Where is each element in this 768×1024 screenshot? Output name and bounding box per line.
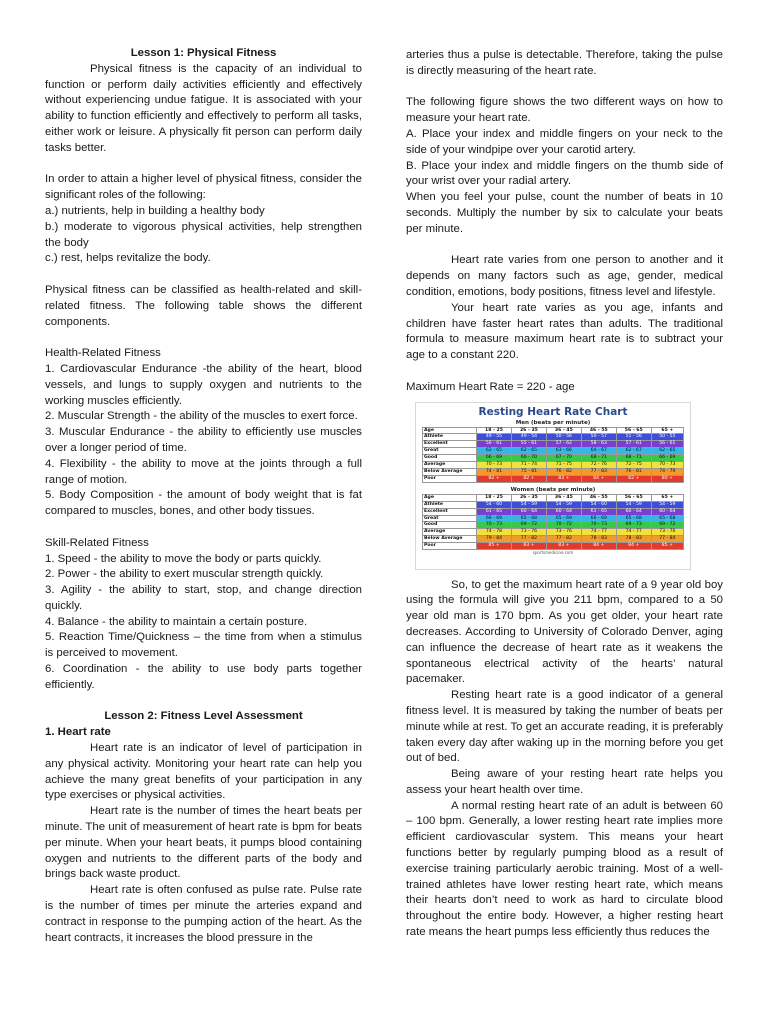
heart-rate-cell: 57 - 61	[616, 441, 651, 448]
heart-rate-cell: 65 - 68	[511, 515, 546, 522]
table-row	[423, 501, 684, 508]
heart-rate-cell: 64 - 67	[581, 448, 616, 455]
heart-rate-cell: 60 - 64	[546, 508, 581, 515]
table-row	[423, 455, 684, 462]
table-row	[423, 508, 684, 515]
heart-rate-cell: 80 +	[651, 475, 683, 482]
heart-rate-age-paragraph: Your heart rate varies as you age, infants and children have faster heart rates than adults. The traditional formula to measure maximum heart rate is to subtract your age to a constant 220.	[406, 301, 723, 362]
heart-rate-cell: 76 - 82	[546, 468, 581, 475]
heart-rate-cell: 83 +	[546, 543, 581, 550]
men-heart-rate-table	[422, 427, 684, 483]
age-range-header: 36 - 45	[546, 427, 581, 434]
heart-rate-cell: 84 +	[581, 475, 616, 482]
heart-rate-cell: 79 - 84	[477, 536, 512, 543]
age-range-header: 65 +	[651, 494, 683, 501]
age-range-header: 65 +	[651, 427, 683, 434]
heart-rate-cell: 60 - 64	[616, 508, 651, 515]
heart-rate-cell: 60 - 64	[511, 508, 546, 515]
heart-rate-cell: 78 - 83	[616, 536, 651, 543]
chart-source: sportsmedicine.com	[532, 550, 574, 556]
heart-rate-paragraph: Heart rate is the number of times the heart beats per minute. The unit of measurement of heart rate is bpm for beats per minute. When your heart beats, it pumps blood containing oxygen and nutrients to the different parts of the body and brings back waste product.	[45, 805, 362, 881]
table-row	[423, 515, 684, 522]
heart-rate-paragraph: Heart rate is an indicator of level of participation in any physical activity. Monitoring your heart rate can help you achieve the many great benefits of your participation in any type exercises or physical activities.	[45, 742, 362, 802]
heart-rate-cell: 50 - 55	[651, 434, 683, 441]
table-row	[423, 434, 684, 441]
pulse-paragraph: arteries thus a pulse is detectable. Therefore, taking the pulse is directly measuring of the heart rate.	[406, 49, 723, 77]
heart-rate-cell: 82 +	[511, 475, 546, 482]
heart-rate-heading: 1. Heart rate	[45, 726, 111, 739]
fitness-level-label: Average	[423, 529, 477, 536]
heart-rate-cell: 78 - 83	[581, 536, 616, 543]
heart-rate-cell: 62 - 65	[511, 448, 546, 455]
table-header-row	[423, 494, 684, 501]
heart-rate-cell: 56 - 61	[651, 441, 683, 448]
heart-rate-cell: 74 - 81	[477, 468, 512, 475]
heart-rate-cell: 61 - 65	[477, 508, 512, 515]
max-heart-rate-formula: Maximum Heart Rate = 220 - age	[406, 380, 575, 393]
fitness-level-label: Great	[423, 515, 477, 522]
heart-rate-cell: 66 - 69	[651, 455, 683, 462]
heart-rate-cell: 84 +	[581, 543, 616, 550]
table-row	[423, 468, 684, 475]
health-related-heading: Health-Related Fitness	[45, 347, 161, 360]
heart-rate-cell: 73 - 76	[651, 529, 683, 536]
fitness-level-label: Excellent	[423, 508, 477, 515]
list-item: 2. Power - the ability to exert muscular strength quickly.	[45, 568, 324, 581]
resting-heart-rate-paragraph: Resting heart rate is a good indicator of a general fitness level. It is measured by taking the number of beats per minute while at rest. To get an accurate reading, it is preferably taken every day after waking up in the morning before you get out of bed.	[406, 689, 723, 765]
heart-rate-cell: 66 - 70	[511, 455, 546, 462]
heart-rate-cell: 54 - 59	[651, 501, 683, 508]
list-item: 1. Cardiovascular Endurance -the ability of the heart, blood vessels, and lungs to supply oxygen and nutrients to the working muscles efficiently.	[45, 362, 362, 407]
heart-rate-cell: 62 - 65	[651, 448, 683, 455]
heart-rate-cell: 70 - 72	[546, 522, 581, 529]
list-item: 4. Flexibility - the ability to move at the joints through a full range of motion.	[45, 457, 362, 486]
lesson-2-title: Lesson 2: Fitness Level Assessment	[104, 710, 303, 723]
heart-rate-cell: 72 - 76	[581, 462, 616, 469]
table-row	[423, 441, 684, 448]
fitness-level-label: Great	[423, 448, 477, 455]
heart-rate-cell: 50 - 56	[546, 434, 581, 441]
heart-rate-cell: 84 +	[616, 543, 651, 550]
lesson-1-paragraph: Physical fitness is the capacity of an individual to function or perform daily activities efficiently and effectively without experiencing undue fatigue. It is associated with your ability to function efficiently and effectively to perform all tasks, either work or leisure. A physically fit person can perform daily tasks better.	[45, 62, 362, 154]
lesson-1-title: Lesson 1: Physical Fitness	[130, 47, 277, 59]
table-header-row	[423, 427, 684, 434]
list-item: 6. Coordination - the ability to use body parts together efficiently.	[45, 663, 362, 691]
list-item: 3. Muscular Endurance - the ability to efficiently use muscles over a longer period of time.	[45, 426, 362, 454]
heart-rate-cell: 54 - 59	[616, 501, 651, 508]
heart-rate-cell: 76 - 81	[616, 468, 651, 475]
heart-rate-cell: 71 - 75	[546, 462, 581, 469]
age-range-header: 26 - 35	[511, 494, 546, 501]
heart-rate-cell: 56 - 61	[477, 441, 512, 448]
men-table-label: Men (beats per minute)	[515, 419, 591, 426]
table-row	[423, 529, 684, 536]
age-header-cell: Age	[423, 494, 477, 501]
right-column	[406, 48, 723, 941]
fitness-level-label: Good	[423, 455, 477, 462]
heart-rate-factors-paragraph: Heart rate varies from one person to another and it depends on many factors such as age, gender, medical condition, emotions, body positions, fitness level and lifestyle.	[406, 254, 723, 298]
lesson-1-paragraph: Physical fitness can be classified as health-related and skill-related fitness. The following table shows the different components.	[45, 283, 362, 328]
heart-rate-cell: 85 +	[477, 543, 512, 550]
heart-rate-cell: 69 - 73	[616, 522, 651, 529]
fitness-level-label: Athlete	[423, 501, 477, 508]
heart-rate-cell: 68 - 71	[581, 455, 616, 462]
heart-rate-cell: 49 - 55	[477, 434, 512, 441]
heart-rate-cell: 62 - 67	[616, 448, 651, 455]
list-item: 3. Agility - the ability to start, stop, and change direction quickly.	[45, 584, 362, 612]
heart-rate-cell: 74 - 77	[581, 529, 616, 536]
fitness-level-label: Good	[423, 522, 477, 529]
list-item: 2. Muscular Strength - the ability of the muscles to exert force.	[45, 410, 358, 423]
normal-resting-heart-rate-paragraph: A normal resting heart rate of an adult is between 60 – 100 bpm. Generally, a lower resting heart rate implies more efficient cardiovascular system. This means your heart functions better by regularly pumping blood as a result of exercise training particularly aerobic training. Most of a well-trained athletes have lower resting heart rate, which means their hearts don’t need to work as hard to circulate blood throughout the entire body. However, a higher resting heart rate means the heart pumps less efficiently thus reduces the	[406, 799, 723, 939]
heart-rate-cell: 67 - 70	[546, 455, 581, 462]
heart-rate-cell: 77 - 82	[546, 536, 581, 543]
age-range-header: 18 - 25	[477, 494, 512, 501]
heart-rate-cell: 85 +	[651, 543, 683, 550]
table-row	[423, 475, 684, 482]
heart-rate-cell: 54 - 59	[511, 501, 546, 508]
heart-rate-cell: 71 - 74	[511, 462, 546, 469]
heart-rate-cell: 61 - 65	[581, 508, 616, 515]
age-range-header: 46 - 55	[581, 427, 616, 434]
heart-rate-cell: 77 - 84	[651, 536, 683, 543]
heart-rate-cell: 82 +	[616, 475, 651, 482]
heart-rate-cell: 74 - 79	[651, 468, 683, 475]
fitness-level-label: Average	[423, 462, 477, 469]
age-range-header: 36 - 45	[546, 494, 581, 501]
resting-heart-rate-paragraph: Being aware of your resting heart rate helps you assess your heart health over time.	[406, 768, 723, 796]
table-row	[423, 448, 684, 455]
heart-rate-cell: 57 - 62	[546, 441, 581, 448]
age-header-cell: Age	[423, 427, 477, 434]
heart-rate-cell: 65 - 69	[546, 515, 581, 522]
heart-rate-cell: 58 - 63	[581, 441, 616, 448]
heart-rate-cell: 75 - 81	[511, 468, 546, 475]
heart-rate-cell: 70 - 73	[477, 462, 512, 469]
measure-paragraph: When you feel your pulse, count the number of beats in 10 seconds. Multiply the number by six to calculate your beats per minute.	[406, 191, 723, 235]
age-range-header: 26 - 35	[511, 427, 546, 434]
list-item: 1. Speed - the ability to move the body or parts quickly.	[45, 552, 322, 565]
heart-rate-cell: 54 - 60	[581, 501, 616, 508]
women-heart-rate-table	[422, 494, 684, 550]
resting-heart-rate-chart	[415, 402, 691, 570]
heart-rate-cell: 50 - 57	[581, 434, 616, 441]
heart-rate-paragraph: Heart rate is often confused as pulse rate. Pulse rate is the number of times per minute the arteries expand and contract in response to the pumping action of the heart. As the heart contracts, it increases the blood pressure in the	[45, 884, 362, 944]
max-heart-rate-example-paragraph: So, to get the maximum heart rate of a 9 year old boy using the formula will give you 211 bpm, compared to a 50 year old man is 170 bpm. As you get older, your heart rate decreases. According to University of Colorado Denver, aging can influence the decrease of heart rate as it weakens the spontaneous electrical activity of the hearts’ natural pacemaker.	[406, 578, 723, 686]
heart-rate-cell: 69 - 72	[511, 522, 546, 529]
heart-rate-cell: 55 - 61	[511, 441, 546, 448]
list-item: 5. Reaction Time/Quickness – the time from when a stimulus is perceived to movement.	[45, 631, 362, 660]
heart-rate-cell: 54 - 60	[477, 501, 512, 508]
fitness-level-label: Below Average	[423, 536, 477, 543]
heart-rate-cell: 69 - 72	[651, 522, 683, 529]
list-item: 4. Balance - the ability to maintain a certain posture.	[45, 615, 308, 628]
measure-paragraph: A. Place your index and middle fingers on your neck to the side of your windpipe over your carotid artery.	[406, 127, 723, 156]
heart-rate-cell: 62 - 65	[477, 448, 512, 455]
list-item: 5. Body Composition - the amount of body weight that is fat compared to muscles, bones, and other body tissues.	[45, 489, 362, 518]
measure-paragraph: The following figure shows the two different ways on how to measure your heart rate.	[406, 96, 723, 125]
skill-related-heading: Skill-Related Fitness	[45, 536, 149, 549]
chart-title: Resting Heart Rate Chart	[478, 405, 628, 418]
heart-rate-cell: 66 - 69	[581, 515, 616, 522]
heart-rate-cell: 74 - 78	[477, 529, 512, 536]
heart-rate-cell: 60 - 64	[651, 508, 683, 515]
heart-rate-cell: 65 - 68	[616, 515, 651, 522]
heart-rate-cell: 70 - 73	[581, 522, 616, 529]
heart-rate-cell: 77 - 83	[581, 468, 616, 475]
fitness-level-label: Poor	[423, 475, 477, 482]
heart-rate-cell: 49 - 54	[511, 434, 546, 441]
heart-rate-cell: 70 - 73	[477, 522, 512, 529]
list-item: a.) nutrients, help in building a healthy body	[45, 204, 265, 217]
age-range-header: 46 - 55	[581, 494, 616, 501]
list-item: b.) moderate to vigorous physical activities, help strengthen the body	[45, 220, 362, 249]
lesson-1-paragraph: In order to attain a higher level of physical fitness, consider the significant roles of the following:	[45, 173, 362, 202]
heart-rate-cell: 74 - 77	[616, 529, 651, 536]
fitness-level-label: Athlete	[423, 434, 477, 441]
heart-rate-cell: 82 +	[477, 475, 512, 482]
table-row	[423, 536, 684, 543]
heart-rate-cell: 63 - 66	[546, 448, 581, 455]
measure-paragraph: B. Place your index and middle fingers on the thumb side of your wrist over your radial artery.	[406, 159, 723, 188]
table-row	[423, 543, 684, 550]
heart-rate-cell: 66 - 69	[477, 515, 512, 522]
women-table-label: Women (beats per minute)	[510, 486, 596, 493]
heart-rate-cell: 77 - 82	[511, 536, 546, 543]
heart-rate-cell: 54 - 59	[546, 501, 581, 508]
heart-rate-cell: 65 - 68	[651, 515, 683, 522]
heart-rate-cell: 68 - 71	[616, 455, 651, 462]
age-range-header: 56 - 65	[616, 427, 651, 434]
heart-rate-cell: 72 - 75	[616, 462, 651, 469]
age-range-header: 56 - 65	[616, 494, 651, 501]
heart-rate-cell: 70 - 73	[651, 462, 683, 469]
age-range-header: 18 - 25	[477, 427, 512, 434]
heart-rate-cell: 73 - 76	[546, 529, 581, 536]
table-row	[423, 462, 684, 469]
heart-rate-cell: 73 - 76	[511, 529, 546, 536]
table-row	[423, 522, 684, 529]
fitness-level-label: Poor	[423, 543, 477, 550]
heart-rate-cell: 66 - 69	[477, 455, 512, 462]
heart-rate-cell: 83 +	[511, 543, 546, 550]
heart-rate-cell: 83 +	[546, 475, 581, 482]
fitness-level-label: Excellent	[423, 441, 477, 448]
list-item: c.) rest, helps revitalize the body.	[45, 252, 211, 265]
fitness-level-label: Below Average	[423, 468, 477, 475]
left-column	[45, 46, 362, 946]
heart-rate-cell: 51 - 56	[616, 434, 651, 441]
